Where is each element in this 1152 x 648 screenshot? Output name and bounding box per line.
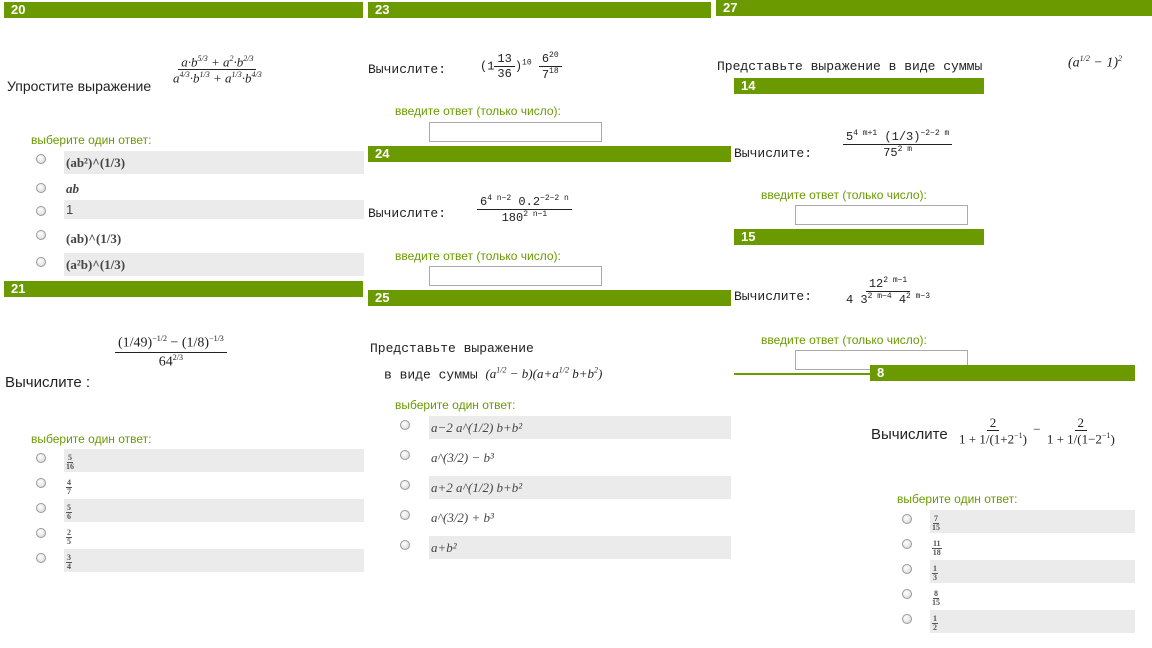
q8-option-4-radio[interactable] (902, 589, 912, 599)
q20-option-2-radio[interactable] (36, 183, 46, 193)
question-24-prompt: Вычислите: (368, 206, 447, 221)
question-14-prompt: Вычислите: (734, 146, 813, 161)
q25-option-2: a^(3/2) − b³ (431, 450, 494, 465)
choose-one-label: выберите один ответ: (31, 133, 152, 147)
question-20-expression: $\frac{a\cdot b^{5/3} + a^2\cdot b^{2/3}}{a^{4/3}\cdot b^{1/3} + a^{1/3}\cdot b^{4/3}}$ (173, 54, 262, 86)
q8-option-4: $\frac{8}{15}$ (932, 588, 940, 607)
enter-answer-label: введите ответ (только число): (761, 333, 927, 347)
choose-one-label: выберите один ответ: (395, 398, 516, 412)
q8-option-2-radio[interactable] (902, 539, 912, 549)
question-21-header: 21 (4, 281, 363, 297)
question-21-prompt: Вычислите : (5, 374, 90, 391)
q25-option-1: a−2 a^(1/2) b+b² (429, 416, 731, 439)
q20-option-4: (ab)^(1/3) (66, 231, 122, 246)
q8-option-1-radio[interactable] (902, 514, 912, 524)
question-24-header: 24 (368, 146, 731, 162)
enter-answer-label: введите ответ (только число): (395, 249, 561, 263)
question-21-expression: $\frac{(1/49)^{-1/2} - (1/8)^{-1/3}}{64^{2/3}}$ (115, 335, 227, 369)
q20-option-4-radio[interactable] (36, 230, 46, 240)
q21-option-2: $\frac{4}{7}$ (67, 477, 71, 496)
q25-option-3-radio[interactable] (400, 480, 410, 490)
question-27-header: 27 (716, 0, 1152, 16)
q25-option-3: a+2 a^(1/2) b+b² (429, 476, 731, 499)
q21-option-1-radio[interactable] (36, 453, 46, 463)
q21-option-2-radio[interactable] (36, 478, 46, 488)
question-23-expression: (1 $\frac{13}{36}$ )$^{10}$ $\frac{6^{20}}{7^{18}}$ (480, 52, 562, 81)
question-20-prompt: Упростите выражение (7, 78, 152, 94)
question-15-header: 15 (734, 229, 984, 245)
choose-one-label: выберите один ответ: (897, 492, 1018, 506)
q8-option-5: $\frac{1}{2}$ (930, 610, 1135, 633)
question-25-prompt-line2: в виде суммы $(a^{1/2} - b)(a+a^{1/2}$ $b+b^2$) (384, 366, 603, 383)
q23-answer-input[interactable] (429, 122, 602, 142)
q8-option-1: $\frac{7}{15}$ (930, 510, 1135, 533)
question-14-header: 14 (734, 78, 984, 94)
question-20-header: 20 (4, 2, 363, 18)
q21-option-3-radio[interactable] (36, 503, 46, 513)
q25-option-4-radio[interactable] (400, 510, 410, 520)
q20-option-1: (ab²)^(1/3) (64, 151, 364, 174)
question-25-prompt-line1: Представьте выражение (370, 341, 534, 356)
enter-answer-label: введите ответ (только число): (761, 188, 927, 202)
q21-option-4-radio[interactable] (36, 528, 46, 538)
q24-answer-input[interactable] (429, 266, 602, 286)
question-24-expression: $\frac{6^{4 n-2} 0.2^{-2-2 n}}{180^{2 n-1}}$ (477, 195, 572, 224)
question-8-expression: $\frac{2}{1 + 1/(1+2^{-1})}$ − $\frac{2}{1 + 1/(1-2^{-1})}$ (959, 415, 1115, 447)
q20-option-3-radio[interactable] (36, 206, 46, 216)
q20-option-2: ab (66, 181, 79, 196)
q8-option-2: $\frac{11}{18}$ (932, 538, 941, 557)
question-23-header: 23 (368, 2, 711, 18)
question-8-header: 8 (870, 365, 1135, 381)
divider-line (734, 373, 870, 375)
q8-option-5-radio[interactable] (902, 614, 912, 624)
choose-one-label: выберите один ответ: (31, 432, 152, 446)
q20-option-5: (a²b)^(1/3) (64, 253, 364, 276)
q21-option-5: $\frac{3}{4}$ (64, 549, 364, 572)
q21-option-4: $\frac{2}{5}$ (67, 527, 71, 546)
q25-option-5: a+b² (429, 536, 731, 559)
q20-option-5-radio[interactable] (36, 257, 46, 267)
question-27-prompt: Представьте выражение в виде суммы (717, 59, 983, 74)
enter-answer-label: введите ответ (только число): (395, 104, 561, 118)
q21-option-3: $\frac{5}{6}$ (64, 499, 364, 522)
question-14-expression: $\frac{5^{4 m+1} (1/3)^{-2-2 m}}{75^{2 m}}$ (843, 130, 952, 159)
question-25-header: 25 (368, 290, 731, 306)
question-15-prompt: Вычислите: (734, 289, 813, 304)
q14-answer-input[interactable] (795, 205, 968, 225)
q20-option-1-radio[interactable] (36, 154, 46, 164)
q25-option-5-radio[interactable] (400, 540, 410, 550)
q25-option-4: a^(3/2) + b³ (431, 510, 494, 525)
q21-option-1: $\frac{5}{16}$ (64, 449, 364, 472)
q8-option-3-radio[interactable] (902, 564, 912, 574)
question-15-expression: $\frac{12^{2 m-1}}{4 3^{2 m-4} 4^{2 m-3}}$ (846, 276, 931, 307)
q20-option-3: 1 (64, 200, 364, 219)
q25-option-1-radio[interactable] (400, 420, 410, 430)
question-8-prompt: Вычислите (871, 426, 948, 443)
q25-option-2-radio[interactable] (400, 450, 410, 460)
q8-option-3: $\frac{1}{3}$ (930, 560, 1135, 583)
q21-option-5-radio[interactable] (36, 553, 46, 563)
question-23-prompt: Вычислите: (368, 62, 447, 77)
question-27-expression: $(a^{1/2} - 1)^2$ (1068, 54, 1123, 71)
